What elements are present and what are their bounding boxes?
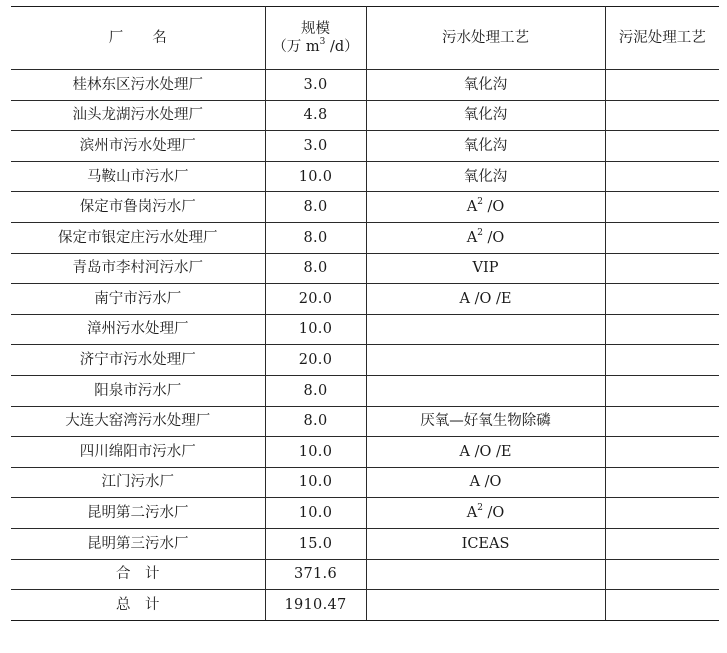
header-scale-unit xyxy=(266,38,366,56)
sewage-process-cell xyxy=(366,222,605,253)
sewage-process-cell xyxy=(366,192,605,223)
scale-cell: 8.0 xyxy=(265,222,366,253)
sludge-process-cell xyxy=(605,528,719,559)
header-plant-name-text: 厂 名 xyxy=(108,29,167,46)
table-row xyxy=(11,528,719,559)
sludge-process-cell xyxy=(605,131,719,162)
sewage-process-cell xyxy=(366,375,605,406)
table-row xyxy=(11,467,719,498)
sewage-process-sup: 2 xyxy=(477,503,483,514)
sewage-process-cell xyxy=(366,528,605,559)
sludge-process-cell xyxy=(605,498,719,529)
plant-name-cell: 四川绵阳市污水厂 xyxy=(11,437,265,468)
sewage-process-post: /O xyxy=(482,199,505,216)
sewage-process-text: A /O /E xyxy=(459,290,512,307)
sewage-process-text: A /O /E xyxy=(459,443,512,460)
plant-name-cell: 昆明第三污水厂 xyxy=(11,528,265,559)
total-process-cell xyxy=(366,590,605,621)
plant-name-cell: 江门污水厂 xyxy=(11,467,265,498)
scale-cell: 8.0 xyxy=(265,253,366,284)
sludge-process-cell xyxy=(605,375,719,406)
plant-name-cell: 阳泉市污水厂 xyxy=(11,375,265,406)
plant-name-cell: 大连大窑湾污水处理厂 xyxy=(11,406,265,437)
sewage-process-cell xyxy=(366,437,605,468)
scale-cell: 8.0 xyxy=(265,406,366,437)
header-scale-unit-sup: 3 xyxy=(319,37,326,48)
scale-cell: 4.8 xyxy=(265,100,366,131)
scale-cell: 8.0 xyxy=(265,192,366,223)
table-row xyxy=(11,406,719,437)
sludge-process-cell xyxy=(605,70,719,101)
sewage-process-text: A xyxy=(466,199,478,216)
sewage-process-text: VIP xyxy=(472,260,499,277)
plant-name-cell: 保定市银定庄污水处理厂 xyxy=(11,222,265,253)
table-header xyxy=(11,7,719,70)
sludge-process-cell xyxy=(605,100,719,131)
sewage-process-cell xyxy=(366,467,605,498)
header-sewage-process-text: 污水处理工艺 xyxy=(442,29,529,46)
sewage-process-text: A xyxy=(466,505,478,522)
total-row xyxy=(11,590,719,621)
subtotal-sludge-cell xyxy=(605,559,719,590)
sewage-process-cell xyxy=(366,131,605,162)
sewage-process-cell xyxy=(366,314,605,345)
sludge-process-cell xyxy=(605,406,719,437)
scale-cell: 10.0 xyxy=(265,467,366,498)
sewage-process-cell xyxy=(366,345,605,376)
total-label: 总 计 xyxy=(11,590,265,621)
sludge-process-cell xyxy=(605,192,719,223)
total-sludge-cell xyxy=(605,590,719,621)
plant-name-cell: 漳州污水处理厂 xyxy=(11,314,265,345)
table-row xyxy=(11,498,719,529)
sewage-process-text: ICEAS xyxy=(461,535,510,552)
plant-name-cell: 保定市鲁岗污水厂 xyxy=(11,192,265,223)
table-row xyxy=(11,437,719,468)
subtotal-scale: 371.6 xyxy=(265,559,366,590)
header-sewage-process xyxy=(366,7,605,70)
sludge-process-cell xyxy=(605,253,719,284)
table-row xyxy=(11,375,719,406)
sewage-process-text: 氧化沟 xyxy=(463,76,508,93)
sewage-process-sup: 2 xyxy=(477,197,483,208)
header-row xyxy=(11,7,719,70)
table-row xyxy=(11,314,719,345)
table-row xyxy=(11,345,719,376)
plant-name-cell: 滨州市污水处理厂 xyxy=(11,131,265,162)
sewage-process-text: 氧化沟 xyxy=(463,107,508,124)
total-scale: 1910.47 xyxy=(265,590,366,621)
sewage-process-cell xyxy=(366,161,605,192)
scale-cell: 3.0 xyxy=(265,70,366,101)
sewage-process-cell xyxy=(366,70,605,101)
plant-name-cell: 马鞍山市污水厂 xyxy=(11,161,265,192)
scale-cell: 8.0 xyxy=(265,375,366,406)
sewage-process-cell xyxy=(366,284,605,315)
table-row xyxy=(11,100,719,131)
sewage-process-sup: 2 xyxy=(477,227,483,238)
header-scale-unit-pre: （万 m xyxy=(272,39,320,55)
scale-cell: 10.0 xyxy=(265,437,366,468)
table-body xyxy=(11,70,719,621)
sewage-process-cell xyxy=(366,100,605,131)
sewage-process-cell xyxy=(366,498,605,529)
header-scale-title: 规模 xyxy=(301,20,330,37)
scale-cell: 10.0 xyxy=(265,161,366,192)
table-row xyxy=(11,131,719,162)
scale-cell: 10.0 xyxy=(265,314,366,345)
sewage-process-text: A xyxy=(466,229,478,246)
table-row xyxy=(11,70,719,101)
sewage-process-text: A /O xyxy=(469,474,502,491)
table-row xyxy=(11,253,719,284)
subtotal-label: 合 计 xyxy=(11,559,265,590)
sludge-process-cell xyxy=(605,222,719,253)
table-row xyxy=(11,161,719,192)
subtotal-process-cell xyxy=(366,559,605,590)
header-sludge-process-text: 污泥处理工艺 xyxy=(618,29,706,46)
sewage-process-post: /O xyxy=(482,229,505,246)
header-sludge-process xyxy=(605,7,719,70)
plant-name-cell: 桂林东区污水处理厂 xyxy=(11,70,265,101)
header-scale xyxy=(265,7,366,70)
sewage-process-text: 氧化沟 xyxy=(463,168,508,185)
scale-cell: 10.0 xyxy=(265,498,366,529)
plant-name-cell: 昆明第二污水厂 xyxy=(11,498,265,529)
sewage-process-post: /O xyxy=(482,505,505,522)
sludge-process-cell xyxy=(605,467,719,498)
sludge-process-cell xyxy=(605,345,719,376)
sewage-process-cell xyxy=(366,253,605,284)
sewage-process-cell xyxy=(366,406,605,437)
plant-name-cell: 济宁市污水处理厂 xyxy=(11,345,265,376)
scale-cell: 3.0 xyxy=(265,131,366,162)
table-row xyxy=(11,222,719,253)
subtotal-row xyxy=(11,559,719,590)
scale-cell: 20.0 xyxy=(265,284,366,315)
sewage-process-text: 厌氧—好氧生物除磷 xyxy=(420,413,551,430)
plant-name-cell: 青岛市李村河污水厂 xyxy=(11,253,265,284)
plant-name-cell: 汕头龙湖污水处理厂 xyxy=(11,100,265,131)
wastewater-plants-table xyxy=(11,6,719,621)
table-row xyxy=(11,284,719,315)
sludge-process-cell xyxy=(605,284,719,315)
sludge-process-cell xyxy=(605,314,719,345)
scale-cell: 15.0 xyxy=(265,528,366,559)
table-row xyxy=(11,192,719,223)
plant-name-cell: 南宁市污水厂 xyxy=(11,284,265,315)
sludge-process-cell xyxy=(605,161,719,192)
header-scale-unit-post: /d） xyxy=(325,39,359,55)
sludge-process-cell xyxy=(605,437,719,468)
sewage-process-text: 氧化沟 xyxy=(463,137,508,154)
header-plant-name xyxy=(11,7,265,70)
scale-cell: 20.0 xyxy=(265,345,366,376)
